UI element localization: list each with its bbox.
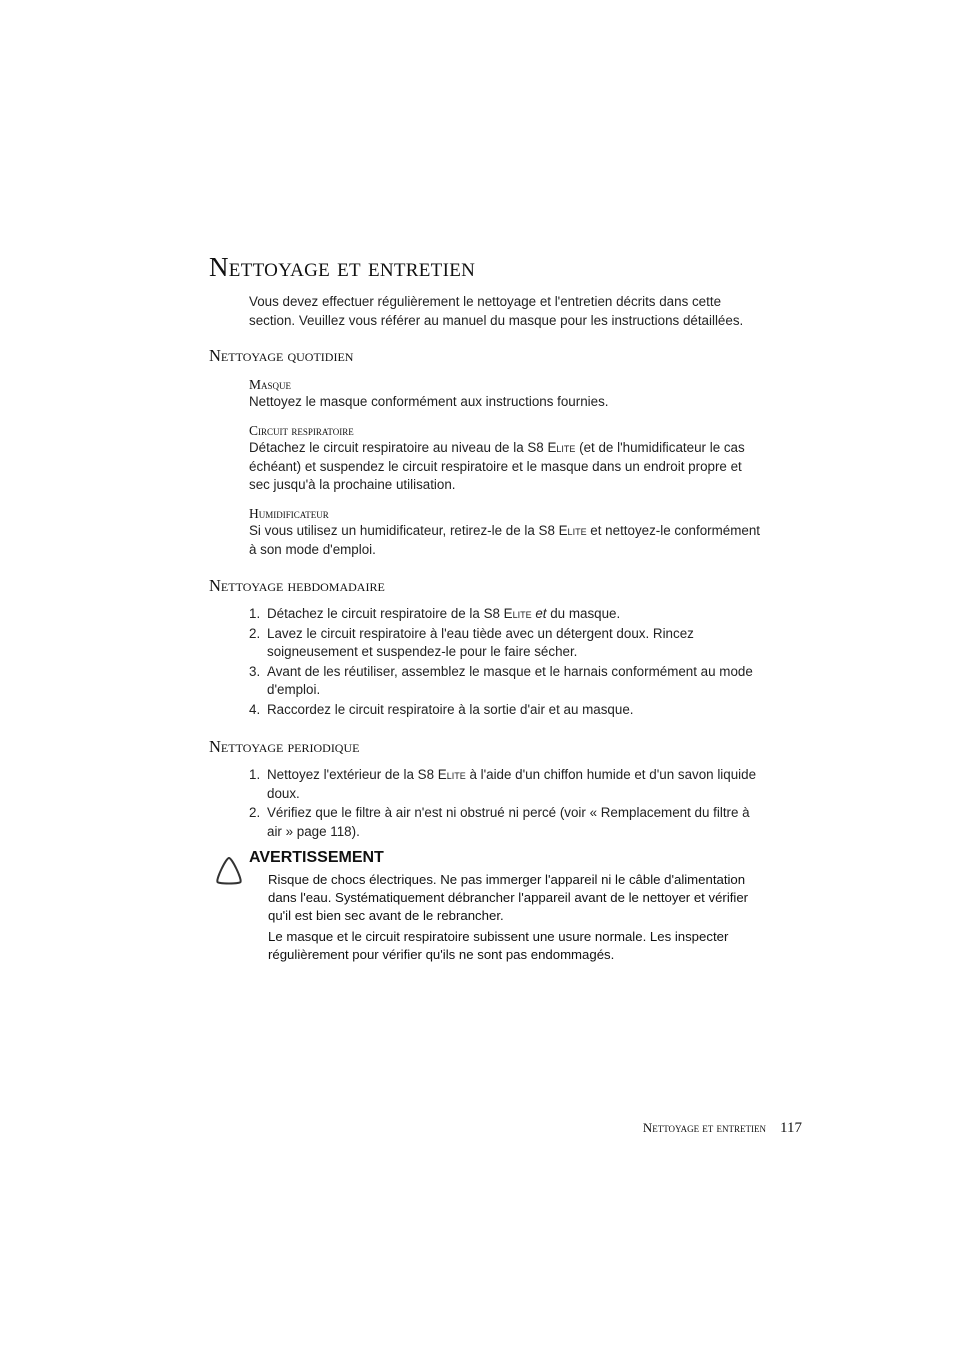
circuit-text-b: (et de l'humidificateur le cas échéant) et suspendez le circuit respiratoire et le masque dans un endroit propre et sec jusqu'à la prochaine utilisation. (249, 440, 745, 493)
footer-section-title: Nettoyage et entretien (642, 1120, 767, 1135)
intro-paragraph: Vous devez effectuer régulièrement le nettoyage et l'entretien décrits dans cette section. Veuillez vous référer au manuel du masque pour les instructions détaillées. (249, 294, 744, 328)
list-item: 3. Avant de les réutiliser, assemblez le masque et le harnais conformément au mode d'emploi. (249, 663, 753, 698)
humidifier-text (249, 522, 761, 559)
mask-text: Nettoyez le masque conformément aux instructions fournies. (249, 394, 609, 409)
circuit-heading: Circuit respiratoire (249, 423, 354, 438)
periodic-steps-list (249, 766, 759, 842)
periodic-cleaning-heading: Nettoyage periodique (209, 737, 360, 756)
page-footer (643, 1119, 802, 1137)
list-item: 1. Détachez le circuit respiratoire de la S8 Elite et du masque. (249, 606, 621, 621)
humidifier-section (249, 505, 761, 559)
mask-section (249, 376, 761, 412)
device-name: S8 Elite (417, 767, 466, 782)
list-item: 2. Lavez le circuit respiratoire à l'eau tiède avec un détergent doux. Rincez soigneusement et suspendez-le pour le faire sécher. (249, 625, 694, 660)
circuit-text-a: Détachez le circuit respiratoire au niveau de la (249, 440, 528, 455)
circuit-section (249, 422, 761, 495)
warning-title: AVERTISSEMENT (249, 849, 384, 866)
humidifier-heading: Humidificateur (249, 506, 329, 521)
warning-icon (213, 855, 245, 887)
page-number: 117 (780, 1120, 802, 1136)
device-name: S8 Elite (527, 440, 576, 455)
mask-heading: Masque (249, 377, 292, 392)
device-name: S8 Elite (483, 606, 532, 621)
device-name: S8 Elite (538, 523, 587, 538)
humidifier-text-b: et nettoyez-le conformément à son mode d'emploi. (249, 523, 760, 557)
list-item: 4. Raccordez le circuit respiratoire à la sortie d'air et au masque. (249, 701, 634, 717)
warning-text-1: Risque de chocs électriques. Ne pas immerger l'appareil ni le câble d'alimentation dans l'eau. Systématiquement débrancher l'appareil avant de le nettoyer et vérifier qu'il est bien sec avant de le rebrancher. (268, 872, 749, 924)
list-item: 2. Vérifiez que le filtre à air n'est ni obstrué ni percé (voir « Remplacement du filtre à air » page 118). (249, 805, 750, 839)
page-title: Nettoyage et entretien (209, 252, 476, 282)
weekly-steps-list (249, 605, 759, 721)
weekly-cleaning-heading: Nettoyage hebdomadaire (209, 576, 385, 595)
list-item: 1. Nettoyez l'extérieur de la S8 Elite à l'aide d'un chiffon humide et d'un savon liquide doux. (249, 767, 757, 801)
warning-text-2: Le masque et le circuit respiratoire subissent une usure normale. Les inspecter régulièrement pour vérifier qu'ils ne sont pas endommagés. (268, 929, 729, 963)
daily-cleaning-heading: Nettoyage quotidien (209, 346, 354, 365)
circuit-text (249, 439, 761, 495)
humidifier-text-a: Si vous utilisez un humidificateur, retirez-le de la (249, 523, 539, 538)
